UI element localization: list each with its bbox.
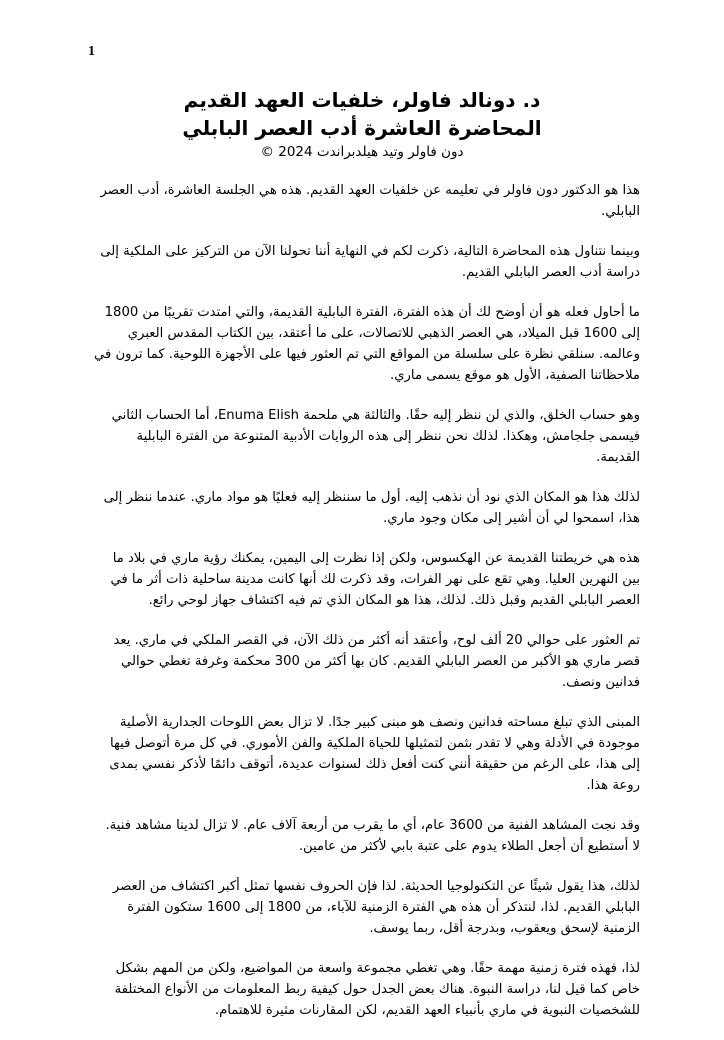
paragraph: وقد نجت المشاهد الفنية من 3600 عام، أي ما يقرب من أربعة آلاف عام. لا تزال لدينا مشاهد فنية. لا أستطيع أن أجعل الطلاء يدوم على عتبة بابي لأكثر من عامين. xyxy=(105,818,640,854)
paragraph: لذلك هذا هو المكان الذي نود أن نذهب إليه. أول ما سننظر إليه فعليًا هو مواد ماري. عندما ننظر إلى هذا، اسمحوا لي أن أشير إلى مكان وجود ماري. xyxy=(103,490,640,526)
paragraph: ما أحاول فعله هو أن أوضح لك أن هذه الفترة، الفترة البابلية القديمة، والتي امتدت تقريبًا من 1800 إلى 1600 قبل الميلاد، هي العصر الذهبي للاتصالات، على ما أعتقد، بين الكتاب المقدس العبري وعالمه. سنلقي نظرة على سلسلة من المواقع التي تم العثور فيها على الأجهزة اللوحية. كما ترون في ملاحظاتنا الصفية، الأول هو موقع يسمى ماري. xyxy=(94,305,640,383)
document-byline: دون فاولر وتيد هيلدبراندت 2024 © xyxy=(260,144,464,160)
page-number: 1 xyxy=(88,44,95,59)
paragraph: هذه هي خريطتنا القديمة عن الهكسوس، ولكن إذا نظرت إلى اليمين، يمكنك رؤية ماري في بلاد ما بين النهرين العليا. وهي تقع على نهر الفرات، وقد ذكرت لك أنها كانت مدينة ساحلية ذات أثر ما في العصر البابلي القديم وقبل ذلك. لذلك، هذا هو المكان الذي تم فيه اكتشاف جهاز لوحي رائع. xyxy=(110,551,640,608)
paragraph: المبنى الذي تبلغ مساحته فدانين ونصف هو مبنى كبير جدًا. لا تزال بعض اللوحات الجدارية الأصلية موجودة في الأدلة وهي لا تقدر بثمن لتمثيلها للحياة الملكية والفن الأموري. في كل مرة أتوصل فيها إلى هذا، على الرغم من حقيقة أنني كنت أفعل ذلك لسنوات عديدة، أتوقف دائمًا لأذكر نفسي بمدى روعة هذا. xyxy=(109,715,640,793)
document-title-line-1: د. دونالد فاولر، خلفيات العهد القديم xyxy=(183,88,541,112)
paragraph: لذلك، هذا يقول شيئًا عن التكنولوجيا الحديثة. لذا فإن الحروف نفسها تمثل أكبر اكتشاف من العصر البابلي القديم. لذا، لنتذكر أن هذه هي الفترة الزمنية للآباء، من 1800 إلى 1600 ستكون الفترة الزمنية لإسحق ويعقوب، وبدرجة أقل، ربما يوسف. xyxy=(112,879,640,936)
document-header xyxy=(120,86,604,162)
paragraph: وبينما نتناول هذه المحاضرة التالية، ذكرت لكم في النهاية أننا تحولنا الآن من التركيز على الملكية إلى دراسة أدب العصر البابلي القديم. xyxy=(100,244,640,280)
paragraph: هذا هو الدكتور دون فاولر في تعليمه عن خلفيات العهد القديم. هذه هي الجلسة العاشرة، أدب العصر البابلي. xyxy=(100,183,640,219)
paragraph: تم العثور على حوالي 20 ألف لوح، وأعتقد أنه أكثر من ذلك الآن، في القصر الملكي في ماري. يعد قصر ماري هو الأكبر من العصر البابلي القديم. كان بها أكثر من 300 محكمة وغرفة تغطي حوالي فدانين ونصف. xyxy=(113,633,640,690)
paragraph: لذا، فهذه فترة زمنية مهمة حقًا. وهي تغطي مجموعة واسعة من المواضيع، ولكن من المهم بشكل خاص كما قيل لنا، دراسة النبوة. هناك بعض الجدل حول كيفية ربط المعلومات من الأنواع المختلفة للشخصيات النبوية في ماري بأنبياء العهد القديم، لكن المقارنات مثيرة للاهتمام. xyxy=(114,961,640,1018)
document-body xyxy=(94,180,640,1040)
paragraph: وهو حساب الخلق، والذي لن ننظر إليه حقًا. والثالثة هي ملحمة Enuma Elish، أما الحساب الثاني فيسمى جلجامش، وهكذا. لذلك نحن ننظر إلى هذه الروايات الأدبية المتنوعة من الفترة البابلية القديمة. xyxy=(111,408,640,465)
document-title-line-2: المحاضرة العاشرة أدب العصر البابلي xyxy=(182,116,542,140)
